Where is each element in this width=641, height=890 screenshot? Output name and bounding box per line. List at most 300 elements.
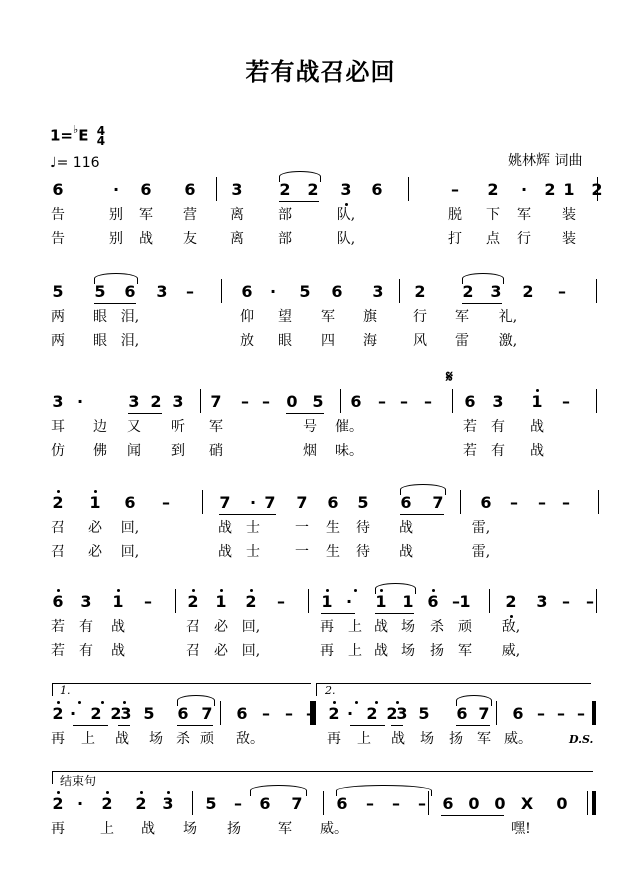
octave-dot: [123, 701, 126, 704]
note: 3: [156, 282, 168, 301]
lyric: 烟: [303, 443, 317, 459]
octave-dot: [333, 701, 336, 704]
tie-arc: [456, 695, 492, 706]
note: 2: [462, 282, 474, 301]
tie-arc: [336, 785, 432, 796]
note: –: [510, 493, 518, 512]
underline: [350, 725, 385, 726]
lyric: 必: [88, 544, 102, 560]
note: ·: [76, 794, 84, 813]
lyric: 必: [214, 619, 228, 635]
lyric: 有: [491, 443, 505, 459]
note: 6: [427, 592, 439, 611]
lyric: 扬: [449, 731, 463, 747]
note: ·: [76, 392, 84, 411]
note: 5: [299, 282, 311, 301]
note: 3: [80, 592, 92, 611]
lyric: 杀: [430, 619, 444, 635]
lyric: 战: [218, 520, 232, 536]
lyric: 必: [214, 643, 228, 659]
lyric: 战: [115, 731, 129, 747]
lyric: 泪,: [120, 309, 140, 325]
note: 0: [556, 794, 568, 813]
note: ·: [69, 704, 77, 723]
note: 1: [89, 493, 101, 512]
lyric: 离: [230, 231, 244, 247]
lyric: 必: [88, 520, 102, 536]
octave-dot: [355, 701, 358, 704]
lyric: 回,: [120, 520, 140, 536]
barline: [452, 389, 453, 413]
lyric: 场: [401, 619, 415, 635]
note: 5: [52, 282, 64, 301]
underline: [286, 413, 324, 414]
note: ·: [269, 282, 277, 301]
ending-label: 结束句: [60, 774, 97, 788]
lyric: 有: [491, 419, 505, 435]
note: 2: [487, 180, 499, 199]
underline: [391, 725, 403, 726]
note: ·: [249, 493, 257, 512]
lyric: 生: [326, 520, 340, 536]
lyric: 再: [51, 731, 65, 747]
lyric: 战: [391, 731, 405, 747]
lyric: 两: [51, 309, 65, 325]
note: 6: [177, 704, 189, 723]
note: 6: [350, 392, 362, 411]
barline: [308, 589, 309, 613]
lyric: 威。: [320, 821, 348, 837]
octave-dot: [192, 589, 195, 592]
note: 2: [52, 794, 64, 813]
barline: [192, 791, 193, 815]
note: 2: [52, 493, 64, 512]
octave-dot: [140, 791, 143, 794]
lyric: 边: [93, 419, 107, 435]
lyric: 若: [51, 619, 65, 635]
lyric: 仿: [51, 443, 65, 459]
tie-arc: [250, 785, 307, 796]
lyric: 杀: [176, 731, 190, 747]
octave-dot: [432, 589, 435, 592]
note: 5: [94, 282, 106, 301]
volta-bracket: [316, 683, 591, 696]
lyric: 战: [111, 643, 125, 659]
note: 2: [135, 794, 147, 813]
lyric: 顽: [458, 619, 472, 635]
lyric: 队,: [336, 231, 356, 247]
lyric: 待: [356, 520, 370, 536]
lyric: 召: [186, 619, 200, 635]
note: 2: [591, 180, 603, 199]
note: 7: [219, 493, 231, 512]
note: –: [538, 493, 546, 512]
note: 3: [372, 282, 384, 301]
note: 2: [150, 392, 162, 411]
note: –: [186, 282, 194, 301]
lyric: 召: [186, 643, 200, 659]
ending-bracket: [52, 771, 593, 784]
note: 2: [52, 704, 64, 723]
note: 2: [544, 180, 556, 199]
lyric: 军: [517, 207, 531, 223]
underline: [219, 514, 276, 515]
lyric: 军: [139, 207, 153, 223]
lyric: 再: [51, 821, 65, 837]
note: 6: [140, 180, 152, 199]
barline: [596, 389, 597, 413]
lyric: 味。: [335, 443, 363, 459]
note: –: [234, 794, 242, 813]
note: –: [562, 493, 570, 512]
note: X: [520, 794, 534, 813]
note: 7: [291, 794, 303, 813]
lyric: 告: [51, 207, 65, 223]
lyric: 再: [327, 731, 341, 747]
underline: [400, 514, 444, 515]
lyric: 别: [109, 207, 123, 223]
note: 3: [231, 180, 243, 199]
lyric: 眼: [278, 333, 292, 349]
lyric: 放: [240, 333, 254, 349]
lyric: 闻: [127, 443, 141, 459]
lyric: 战: [374, 619, 388, 635]
note: 1: [531, 392, 543, 411]
lyric: 有: [79, 643, 93, 659]
note: ·: [345, 592, 353, 611]
segno-sign: 𝄋: [446, 367, 453, 386]
note: 6: [236, 704, 248, 723]
lyric: 敌。: [236, 731, 264, 747]
note: 3: [172, 392, 184, 411]
octave-dot: [57, 589, 60, 592]
barline: [323, 791, 324, 815]
note: 0: [286, 392, 298, 411]
note: 5: [357, 493, 369, 512]
tempo-marking: ♩= 116: [50, 155, 100, 171]
note: 3: [490, 282, 502, 301]
lyric: 有: [79, 619, 93, 635]
lyric: 催。: [335, 419, 363, 435]
lyric: 装: [562, 207, 576, 223]
lyric: 风: [413, 333, 427, 349]
lyric: 海: [363, 333, 377, 349]
octave-dot: [101, 701, 104, 704]
barline: [221, 279, 222, 303]
lyric: 顽: [200, 731, 214, 747]
note: ·: [346, 704, 354, 723]
lyric: 行: [517, 231, 531, 247]
lyric: 场: [401, 643, 415, 659]
lyric: 上: [357, 731, 371, 747]
note: –: [366, 794, 374, 813]
barline: [399, 279, 400, 303]
lyric: 号: [303, 419, 317, 435]
lyric: 队,: [336, 207, 356, 223]
lyric: 战: [530, 443, 544, 459]
repeat-barline: [592, 701, 596, 725]
note: 2: [366, 704, 378, 723]
lyric: 士: [246, 544, 260, 560]
lyric: 雷: [455, 333, 469, 349]
note: 7: [201, 704, 213, 723]
note: 6: [184, 180, 196, 199]
note: 2: [414, 282, 426, 301]
lyric: 嘿!: [511, 821, 531, 837]
lyric: 打: [448, 231, 462, 247]
note: 2: [110, 704, 122, 723]
barline: [216, 177, 217, 201]
lyric: 扬: [430, 643, 444, 659]
note: 6: [480, 493, 492, 512]
lyric: 战: [399, 520, 413, 536]
note: –: [451, 180, 459, 199]
note: 6: [52, 592, 64, 611]
note: 3: [128, 392, 140, 411]
lyric: 战: [374, 643, 388, 659]
note: 6: [124, 282, 136, 301]
lyric: 场: [183, 821, 197, 837]
underline: [94, 303, 136, 304]
note: 1: [112, 592, 124, 611]
lyric: 脱: [448, 207, 462, 223]
tie-arc: [400, 484, 446, 495]
barline: [408, 177, 409, 201]
note: 1: [321, 592, 333, 611]
note: 2: [245, 592, 257, 611]
note: 5: [418, 704, 430, 723]
underline: [441, 815, 504, 816]
time-signature: 4 4: [96, 124, 106, 148]
octave-dot: [106, 791, 109, 794]
lyric: 召: [51, 520, 65, 536]
barline: [460, 490, 461, 514]
note: –: [562, 392, 570, 411]
note: ·: [520, 180, 528, 199]
lyric: 军: [458, 643, 472, 659]
lyric: 回,: [120, 544, 140, 560]
lyric: 威,: [501, 643, 521, 659]
octave-dot: [220, 589, 223, 592]
volta-bracket: [52, 683, 311, 696]
note: 2: [522, 282, 534, 301]
lyric: 耳: [51, 419, 65, 435]
lyric: 战: [530, 419, 544, 435]
octave-dot: [167, 791, 170, 794]
note: 6: [456, 704, 468, 723]
note: 1: [563, 180, 575, 199]
tie-arc: [279, 171, 321, 182]
note: 0: [468, 794, 480, 813]
lyric: 一: [295, 544, 309, 560]
note: –: [562, 592, 570, 611]
octave-dot: [78, 701, 81, 704]
lyric: 旗: [363, 309, 377, 325]
note: –: [537, 704, 545, 723]
lyric: 到: [171, 443, 185, 459]
lyric: 再: [320, 643, 334, 659]
lyric: 待: [356, 544, 370, 560]
note: –: [557, 704, 565, 723]
note: –: [306, 704, 314, 723]
lyric: 望: [278, 309, 292, 325]
note: 6: [52, 180, 64, 199]
note: 2: [386, 704, 398, 723]
lyric: 威。: [504, 731, 532, 747]
lyric: 硝: [209, 443, 223, 459]
note: 3: [396, 704, 408, 723]
underline: [462, 303, 502, 304]
volta-label: 2.: [325, 684, 336, 697]
note: 5: [312, 392, 324, 411]
note: –: [162, 493, 170, 512]
note: 6: [124, 493, 136, 512]
note: –: [586, 592, 594, 611]
note: 3: [340, 180, 352, 199]
lyric: 行: [413, 309, 427, 325]
note: 2: [101, 794, 113, 813]
barline: [596, 589, 597, 613]
octave-dot: [117, 589, 120, 592]
lyric: 战: [218, 544, 232, 560]
ds-marking: D.S.: [569, 733, 594, 746]
lyric: 士: [246, 520, 260, 536]
barline: [598, 490, 599, 514]
note: 7: [210, 392, 222, 411]
lyric: 战: [141, 821, 155, 837]
lyric: 友: [183, 231, 197, 247]
lyric: 扬: [227, 821, 241, 837]
note: 3: [120, 704, 132, 723]
note: 6: [336, 794, 348, 813]
note: 5: [143, 704, 155, 723]
lyric: 上: [348, 619, 362, 635]
lyric: 若: [51, 643, 65, 659]
lyric: 军: [455, 309, 469, 325]
lyric: 泪,: [120, 333, 140, 349]
octave-dot: [57, 791, 60, 794]
note: –: [392, 794, 400, 813]
lyric: 仰: [240, 309, 254, 325]
lyric: 离: [230, 207, 244, 223]
lyric: 战: [139, 231, 153, 247]
note: –: [424, 392, 432, 411]
lyric: 场: [149, 731, 163, 747]
lyric: 雷,: [471, 544, 491, 560]
note: –: [241, 392, 249, 411]
note: 7: [264, 493, 276, 512]
lyric: 雷,: [471, 520, 491, 536]
note: –: [577, 704, 585, 723]
octave-dot: [250, 589, 253, 592]
note: 3: [536, 592, 548, 611]
lyric: 点: [486, 231, 500, 247]
tie-arc: [94, 273, 138, 284]
barline: [175, 589, 176, 613]
lyric: 生: [326, 544, 340, 560]
underline: [118, 725, 130, 726]
lyric: 一: [295, 520, 309, 536]
lyric: 营: [183, 207, 197, 223]
underline: [321, 613, 355, 614]
octave-dot: [345, 203, 348, 206]
note: 2: [505, 592, 517, 611]
octave-dot: [354, 589, 357, 592]
underline: [73, 725, 108, 726]
lyric: 军: [278, 821, 292, 837]
repeat-barline: [312, 701, 316, 725]
note: 6: [371, 180, 383, 199]
note: 1: [375, 592, 387, 611]
final-barline-thin: [587, 791, 588, 815]
lyric: 召: [51, 544, 65, 560]
lyric: 听: [171, 419, 185, 435]
note: 1: [215, 592, 227, 611]
octave-dot: [94, 490, 97, 493]
barline: [496, 701, 497, 725]
note: ·: [112, 180, 120, 199]
lyric: 军: [321, 309, 335, 325]
barline: [220, 701, 221, 725]
note: –: [262, 392, 270, 411]
octave-dot: [375, 701, 378, 704]
lyric: 眼: [93, 309, 107, 325]
note: 7: [296, 493, 308, 512]
note: –: [285, 704, 293, 723]
lyric: 告: [51, 231, 65, 247]
note: –: [277, 592, 285, 611]
lyric: 回,: [241, 643, 261, 659]
lyric: 战: [111, 619, 125, 635]
note: 2: [90, 704, 102, 723]
octave-dot: [326, 589, 329, 592]
octave-dot: [380, 589, 383, 592]
lyric: 佛: [93, 443, 107, 459]
lyric: 礼,: [498, 309, 518, 325]
octave-dot: [57, 701, 60, 704]
lyric: 激,: [498, 333, 518, 349]
barline: [202, 490, 203, 514]
lyric: 军: [477, 731, 491, 747]
note: 6: [331, 282, 343, 301]
note: –: [452, 592, 460, 611]
note: –: [558, 282, 566, 301]
note: 2: [307, 180, 319, 199]
lyric: 眼: [93, 333, 107, 349]
note: 0: [494, 794, 506, 813]
note: –: [144, 592, 152, 611]
lyric: 战: [399, 544, 413, 560]
lyric: 若: [463, 419, 477, 435]
underline: [456, 725, 490, 726]
note: –: [378, 392, 386, 411]
author-credit: 姚林辉 词曲: [508, 153, 583, 169]
lyric: 部: [278, 231, 292, 247]
note: –: [262, 704, 270, 723]
lyric: 别: [109, 231, 123, 247]
volta-label: 1.: [60, 684, 71, 697]
final-barline: [592, 791, 596, 815]
lyric: 上: [348, 643, 362, 659]
underline: [279, 201, 319, 202]
lyric: 四: [321, 333, 335, 349]
note: 6: [464, 392, 476, 411]
barline: [489, 589, 490, 613]
note: 6: [241, 282, 253, 301]
barline: [340, 389, 341, 413]
note: –: [400, 392, 408, 411]
note: 6: [259, 794, 271, 813]
